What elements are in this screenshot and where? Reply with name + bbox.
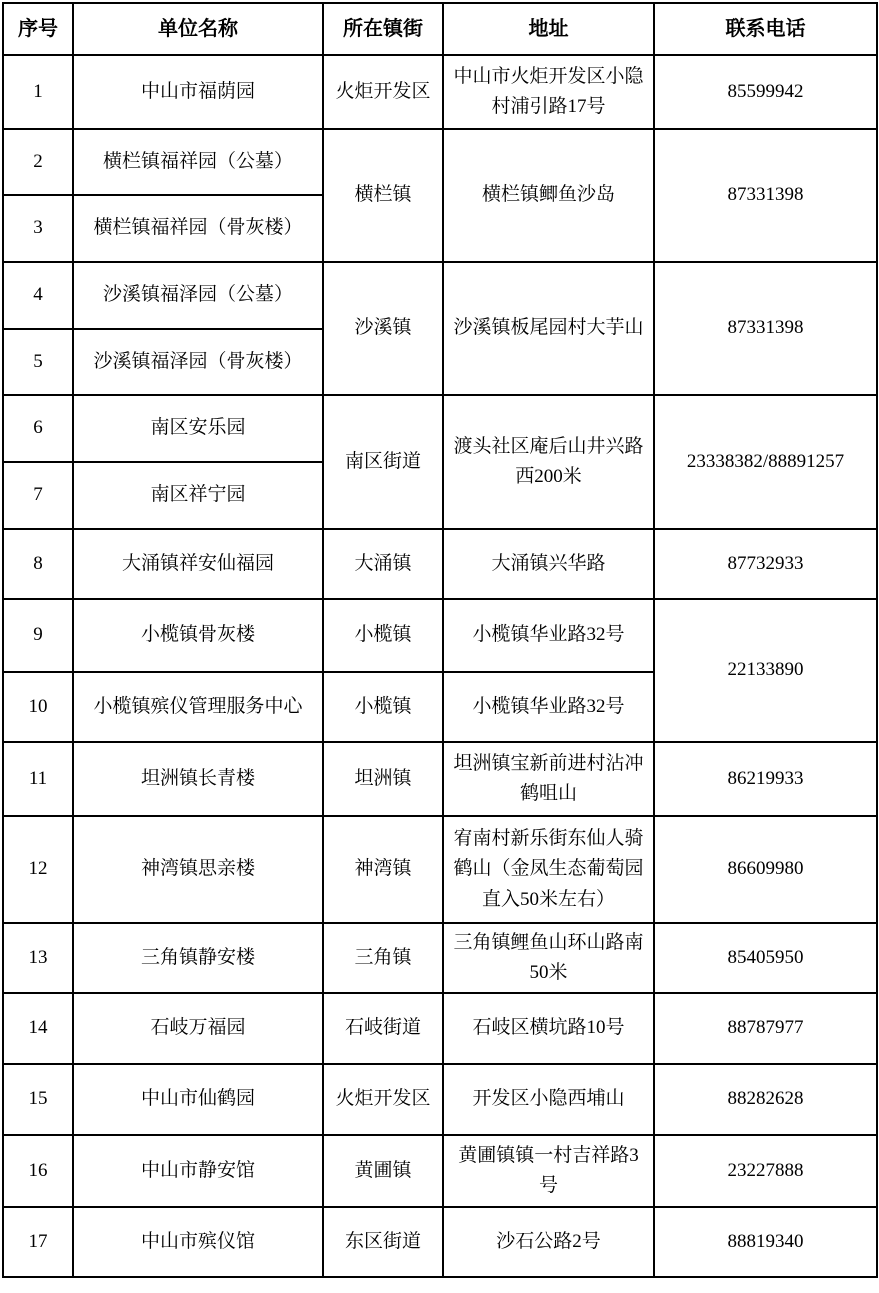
cell-unit-name: 大涌镇祥安仙福园	[73, 529, 323, 599]
cell-address: 横栏镇鲫鱼沙岛	[443, 129, 654, 262]
column-header-address: 地址	[443, 3, 654, 55]
column-header-phone: 联系电话	[654, 3, 877, 55]
cell-address: 中山市火炬开发区小隐村浦引路17号	[443, 55, 654, 129]
cell-phone: 23227888	[654, 1135, 877, 1207]
cell-address: 三角镇鲤鱼山环山路南50米	[443, 923, 654, 993]
cell-address: 开发区小隐西埔山	[443, 1064, 654, 1135]
cell-no: 11	[3, 742, 73, 816]
cell-phone: 86609980	[654, 816, 877, 923]
cell-no: 4	[3, 262, 73, 329]
cell-phone: 23338382/88891257	[654, 395, 877, 529]
table-row	[3, 1207, 877, 1277]
cell-unit-name: 横栏镇福祥园（公墓）	[73, 129, 323, 195]
cell-town: 横栏镇	[323, 129, 443, 262]
facility-directory-table	[2, 2, 878, 1278]
cell-no: 1	[3, 55, 73, 129]
cell-address: 大涌镇兴华路	[443, 529, 654, 599]
cell-unit-name: 南区祥宁园	[73, 462, 323, 529]
cell-unit-name: 横栏镇福祥园（骨灰楼）	[73, 195, 323, 262]
cell-no: 12	[3, 816, 73, 923]
table-row	[3, 129, 877, 195]
cell-unit-name: 南区安乐园	[73, 395, 323, 462]
cell-phone: 22133890	[654, 599, 877, 742]
table-header	[3, 3, 877, 55]
table-row	[3, 599, 877, 672]
table-row	[3, 395, 877, 462]
cell-phone: 85599942	[654, 55, 877, 129]
cell-phone: 85405950	[654, 923, 877, 993]
cell-phone: 87331398	[654, 129, 877, 262]
cell-address: 沙溪镇板尾园村大芋山	[443, 262, 654, 395]
cell-no: 10	[3, 672, 73, 742]
cell-no: 15	[3, 1064, 73, 1135]
cell-unit-name: 中山市仙鹤园	[73, 1064, 323, 1135]
table-row	[3, 816, 877, 923]
table-row	[3, 742, 877, 816]
cell-town: 火炬开发区	[323, 55, 443, 129]
table-row	[3, 1135, 877, 1207]
cell-phone: 88282628	[654, 1064, 877, 1135]
cell-no: 2	[3, 129, 73, 195]
cell-phone: 88819340	[654, 1207, 877, 1277]
cell-unit-name: 小榄镇殡仪管理服务中心	[73, 672, 323, 742]
cell-phone: 87732933	[654, 529, 877, 599]
table-row	[3, 55, 877, 129]
cell-no: 5	[3, 329, 73, 395]
cell-unit-name: 小榄镇骨灰楼	[73, 599, 323, 672]
cell-town: 大涌镇	[323, 529, 443, 599]
cell-address: 坦洲镇宝新前进村沾冲鹤咀山	[443, 742, 654, 816]
cell-no: 17	[3, 1207, 73, 1277]
cell-phone: 87331398	[654, 262, 877, 395]
cell-unit-name: 中山市福荫园	[73, 55, 323, 129]
cell-town: 石岐街道	[323, 993, 443, 1064]
cell-address: 小榄镇华业路32号	[443, 672, 654, 742]
cell-town: 沙溪镇	[323, 262, 443, 395]
cell-town: 东区街道	[323, 1207, 443, 1277]
table-row	[3, 529, 877, 599]
cell-town: 小榄镇	[323, 599, 443, 672]
cell-no: 14	[3, 993, 73, 1064]
table-row	[3, 262, 877, 329]
table-row	[3, 993, 877, 1064]
column-header-unit-name: 单位名称	[73, 3, 323, 55]
header-row	[3, 3, 877, 55]
cell-town: 火炬开发区	[323, 1064, 443, 1135]
cell-address: 沙石公路2号	[443, 1207, 654, 1277]
table-row	[3, 923, 877, 993]
cell-address: 渡头社区庵后山井兴路西200米	[443, 395, 654, 529]
cell-phone: 88787977	[654, 993, 877, 1064]
cell-unit-name: 坦洲镇长青楼	[73, 742, 323, 816]
cell-no: 3	[3, 195, 73, 262]
table-row	[3, 1064, 877, 1135]
cell-town: 三角镇	[323, 923, 443, 993]
cell-town: 南区街道	[323, 395, 443, 529]
cell-address: 宥南村新乐街东仙人骑鹤山（金凤生态葡萄园直入50米左右）	[443, 816, 654, 923]
column-header-town: 所在镇街	[323, 3, 443, 55]
cell-town: 神湾镇	[323, 816, 443, 923]
cell-unit-name: 沙溪镇福泽园（骨灰楼）	[73, 329, 323, 395]
table-body	[3, 55, 877, 1277]
cell-unit-name: 三角镇静安楼	[73, 923, 323, 993]
cell-unit-name: 神湾镇思亲楼	[73, 816, 323, 923]
cell-unit-name: 中山市殡仪馆	[73, 1207, 323, 1277]
cell-phone: 86219933	[654, 742, 877, 816]
cell-no: 9	[3, 599, 73, 672]
cell-no: 8	[3, 529, 73, 599]
cell-town: 黄圃镇	[323, 1135, 443, 1207]
cell-address: 黄圃镇镇一村吉祥路3号	[443, 1135, 654, 1207]
cell-address: 石岐区横坑路10号	[443, 993, 654, 1064]
cell-no: 13	[3, 923, 73, 993]
cell-address: 小榄镇华业路32号	[443, 599, 654, 672]
cell-unit-name: 石岐万福园	[73, 993, 323, 1064]
cell-no: 7	[3, 462, 73, 529]
cell-unit-name: 沙溪镇福泽园（公墓）	[73, 262, 323, 329]
cell-unit-name: 中山市静安馆	[73, 1135, 323, 1207]
cell-town: 小榄镇	[323, 672, 443, 742]
cell-no: 16	[3, 1135, 73, 1207]
cell-no: 6	[3, 395, 73, 462]
column-header-no: 序号	[3, 3, 73, 55]
cell-town: 坦洲镇	[323, 742, 443, 816]
